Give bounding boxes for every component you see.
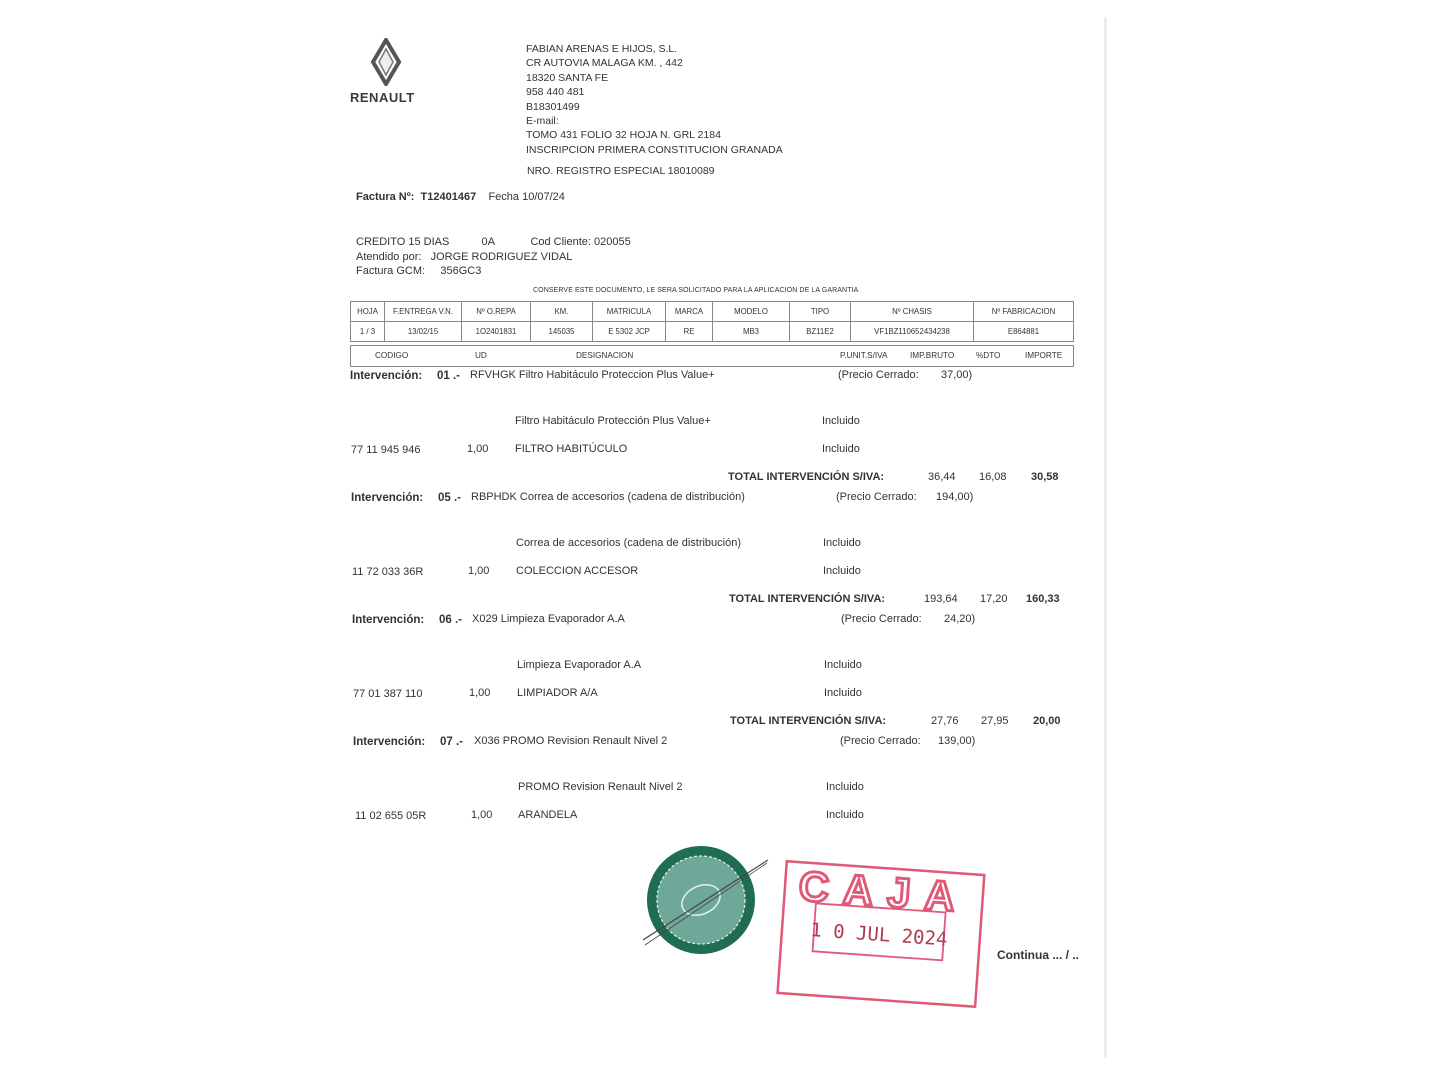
total-dto: 27,95: [981, 715, 1009, 727]
company-info: [526, 42, 783, 157]
gcm-code: 356GC3: [440, 265, 482, 278]
desc-status: Incluido: [822, 415, 860, 427]
col-impbruto: IMP.BRUTO: [910, 351, 955, 360]
td-hoja: 1 / 3: [351, 322, 385, 342]
intervention-number: 01 .-: [437, 370, 461, 382]
company-line: 18320 SANTA FE: [526, 71, 609, 84]
desc-status: Incluido: [823, 537, 861, 549]
line-column-headers: [350, 345, 1074, 367]
precio-label: (Precio Cerrado:: [841, 613, 922, 625]
intervention-desc: PROMO Revision Renault Nivel 2: [518, 781, 683, 793]
td-fabricacion: E864881: [974, 322, 1074, 342]
desc-status: Incluido: [824, 659, 862, 671]
cliente-code: 020055: [594, 236, 631, 248]
part-name: FILTRO HABITÚCULO: [515, 443, 628, 455]
precio-label: (Precio Cerrado:: [840, 735, 921, 747]
stamp-title: CAJA: [797, 862, 971, 921]
total-importe: 30,58: [1031, 471, 1059, 483]
td-km: 145035: [531, 322, 593, 342]
intervention-label: Intervención:: [350, 370, 423, 382]
th-tipo: TIPO: [790, 302, 851, 322]
green-seal-icon: [643, 845, 773, 957]
part-name: COLECCION ACCESOR: [516, 565, 639, 577]
invoice-date: 10/07/24: [522, 191, 565, 203]
part-code: 77 01 387 110: [353, 688, 423, 700]
col-designacion: DESIGNACION: [576, 351, 634, 360]
th-fabricacion: Nº FABRICACION: [974, 302, 1074, 322]
th-matricula: MATRICULA: [593, 302, 666, 322]
th-modelo: MODELO: [713, 302, 790, 322]
part-status: Incluido: [823, 565, 861, 577]
part-status: Incluido: [824, 687, 862, 699]
col-importe: IMPORTE: [1025, 351, 1063, 360]
total-dto: 17,20: [980, 593, 1008, 605]
cliente-label: Cod Cliente:: [530, 236, 591, 248]
intervention-number: 05 .-: [438, 492, 462, 504]
caja-stamp-graphic: [770, 858, 992, 1008]
th-marca: MARCA: [666, 302, 713, 322]
total-label: TOTAL INTERVENCIÓN S/IVA:: [730, 715, 887, 727]
intervention-number: 06 .-: [439, 614, 463, 626]
precio-value: 24,20): [944, 613, 976, 625]
total-label: TOTAL INTERVENCIÓN S/IVA:: [728, 471, 885, 483]
th-orepa: Nº O.REPA: [462, 302, 531, 322]
part-qty: 1,00: [471, 809, 493, 821]
conserve-note: CONSERVE ESTE DOCUMENTO, LE SERA SOLICITADO PARA LA APLICACION DE LA GARANTIA: [533, 287, 859, 294]
brand-name: RENAULT: [350, 90, 415, 105]
part-name: ARANDELA: [518, 809, 578, 821]
intervention-title: X036 PROMO Revision Renault Nivel 2: [474, 735, 668, 747]
precio-value: 37,00): [941, 369, 973, 381]
intervention-title: X029 Limpieza Evaporador A.A: [472, 613, 625, 625]
vehicle-table-header: [351, 302, 1074, 322]
vehicle-table: [350, 301, 1074, 342]
precio-value: 139,00): [938, 735, 976, 747]
intervention-title: RBPHDK Correa de accesorios (cadena de distribución): [471, 491, 745, 503]
part-code: 11 02 655 05R: [355, 810, 427, 822]
gcm-label: Factura GCM:: [356, 265, 426, 278]
part-status: Incluido: [826, 809, 864, 821]
part-status: Incluido: [822, 443, 860, 455]
continua-note: Continua ... / ..: [997, 948, 1079, 962]
credito: CREDITO 15 DIAS: [356, 236, 450, 248]
col-ud: UD: [475, 351, 487, 360]
th-fentrega: F.ENTREGA V.N.: [385, 302, 462, 322]
vehicle-table-row: [351, 322, 1074, 342]
td-tipo: BZ11E2: [790, 322, 851, 342]
part-name: LIMPIADOR A/A: [517, 687, 598, 699]
intervention-desc: Correa de accesorios (cadena de distribución): [516, 537, 742, 549]
part-qty: 1,00: [467, 443, 489, 455]
company-line: E-mail:: [526, 115, 559, 128]
customer-info: [356, 235, 631, 279]
th-chasis: Nº CHASIS: [851, 302, 974, 322]
stamp-date: 1 0 JUL 2024: [809, 919, 949, 951]
part-code: 11 72 033 36R: [352, 566, 424, 578]
atendido-name: JORGE RODRIGUEZ VIDAL: [430, 250, 573, 263]
intervention-label: Intervención:: [353, 736, 426, 748]
th-km: KM.: [531, 302, 593, 322]
registro-especial: NRO. REGISTRO ESPECIAL 18010089: [527, 165, 715, 177]
intervention-label: Intervención:: [352, 614, 425, 626]
credito-code: 0A: [481, 236, 495, 248]
td-modelo: MB3: [713, 322, 790, 342]
intervention-title: RFVHGK Filtro Habitáculo Proteccion Plus Value+: [470, 369, 715, 381]
col-codigo: CODIGO: [375, 351, 409, 360]
total-bruto: 36,44: [928, 471, 956, 483]
company-line: CR AUTOVIA MALAGA KM. , 442: [526, 57, 683, 70]
caja-stamp: [770, 858, 992, 1008]
company-line: B18301499: [526, 100, 580, 113]
part-qty: 1,00: [469, 687, 491, 699]
td-matricula: E 5302 JCP: [593, 322, 666, 342]
total-bruto: 193,64: [924, 593, 958, 605]
desc-status: Incluido: [826, 781, 864, 793]
intervention-desc: Filtro Habitáculo Protección Plus Value+: [515, 415, 711, 427]
company-line: INSCRIPCION PRIMERA CONSTITUCION GRANADA: [526, 143, 783, 156]
col-dto: %DTO: [976, 351, 1001, 360]
total-importe: 20,00: [1033, 715, 1061, 727]
company-line: 958 440 481: [526, 86, 585, 99]
invoice-number: T12401467: [420, 191, 477, 203]
company-line: FABIAN ARENAS E HIJOS, S.L.: [526, 43, 678, 55]
th-hoja: HOJA: [351, 302, 385, 322]
intervention-desc: Limpieza Evaporador A.A: [517, 659, 642, 671]
part-code: 77 11 945 946: [351, 444, 421, 456]
total-label: TOTAL INTERVENCIÓN S/IVA:: [729, 593, 886, 605]
page-edge: [1104, 18, 1107, 1058]
total-dto: 16,08: [979, 471, 1007, 483]
part-qty: 1,00: [468, 565, 490, 577]
td-orepa: 1O2401831: [462, 322, 531, 342]
renault-diamond-icon: [368, 38, 404, 86]
invoice-label: Factura Nº:: [356, 191, 415, 203]
td-fentrega: 13/02/15: [385, 322, 462, 342]
col-punit: P.UNIT.S/IVA: [840, 351, 888, 360]
invoice-header: [356, 191, 565, 203]
precio-label: (Precio Cerrado:: [836, 491, 917, 503]
green-seal: [643, 845, 773, 957]
intervention-label: Intervención:: [351, 492, 424, 504]
company-line: TOMO 431 FOLIO 32 HOJA N. GRL 2184: [526, 129, 721, 142]
td-chasis: VF1BZ110652434238: [851, 322, 974, 342]
renault-logo: [346, 38, 430, 110]
td-marca: RE: [666, 322, 713, 342]
atendido-label: Atendido por:: [356, 250, 422, 263]
intervention-number: 07 .-: [440, 736, 464, 748]
precio-label: (Precio Cerrado:: [838, 369, 919, 381]
precio-value: 194,00): [936, 491, 974, 503]
total-importe: 160,33: [1026, 593, 1060, 605]
date-label: Fecha: [488, 191, 520, 203]
total-bruto: 27,76: [931, 715, 959, 727]
